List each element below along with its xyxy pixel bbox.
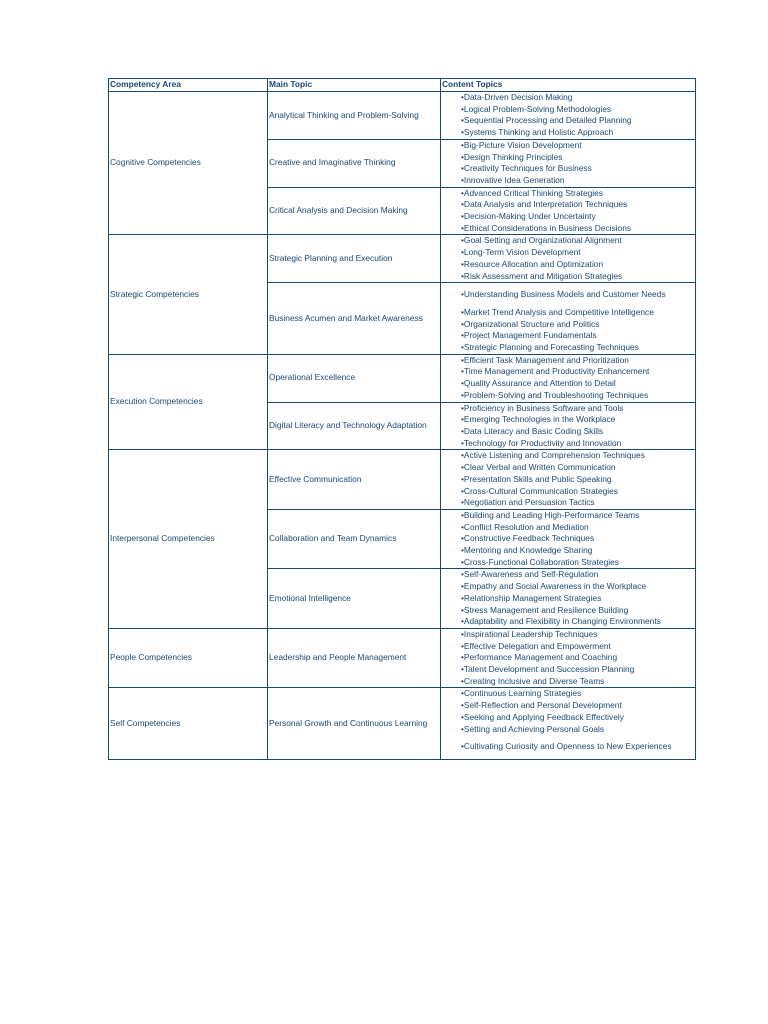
table-row (109, 354, 696, 402)
content-topics-cell (441, 235, 696, 283)
main-topic-cell: Collaboration and Team Dynamics (268, 509, 441, 569)
content-topic-item: •Presentation Skills and Public Speaking (461, 473, 612, 484)
content-topic-item: •Self-Awareness and Self-Regulation (461, 569, 599, 580)
content-topics-cell (441, 139, 696, 187)
content-topic-item: •Data Literacy and Basic Coding Skills (461, 425, 604, 436)
main-topic-cell: Analytical Thinking and Problem-Solving (268, 92, 441, 140)
competency-area-cell: Execution Competencies (109, 354, 268, 450)
main-topic-cell: Strategic Planning and Execution (268, 235, 441, 283)
content-topic-item: •Innovative Idea Generation (461, 174, 565, 185)
content-topics-cell (441, 354, 696, 402)
content-topic-item: •Cross-Functional Collaboration Strategies (461, 556, 619, 567)
main-topic-cell: Effective Communication (268, 450, 441, 510)
table-body (109, 92, 696, 760)
content-topic-item: •Time Management and Productivity Enhancement (461, 366, 650, 377)
content-topic-item: •Design Thinking Principles (461, 151, 563, 162)
main-topic-cell: Digital Literacy and Technology Adaptation (268, 402, 441, 450)
content-topics-cell (441, 283, 696, 355)
table-row (109, 450, 696, 510)
main-topic-cell: Personal Growth and Continuous Learning (268, 688, 441, 760)
content-topic-item: •Proficiency in Business Software and Tools (461, 402, 624, 413)
content-topic-item: •Setting and Achieving Personal Goals (461, 723, 605, 734)
main-topic-cell: Operational Excellence (268, 354, 441, 402)
header-row (109, 79, 696, 92)
content-topics-cell (441, 628, 696, 688)
content-topics-cell (441, 450, 696, 510)
content-topic-item: •Cultivating Curiosity and Openness to New Experiences (461, 741, 672, 752)
content-topic-item: •Resource Allocation and Optimization (461, 258, 604, 269)
main-topic-cell: Creative and Imaginative Thinking (268, 139, 441, 187)
table-row (109, 235, 696, 283)
header-competency-area: Competency Area (109, 79, 268, 92)
content-topic-item: •Data-Driven Decision Making (461, 92, 573, 102)
header-content-topics: Content Topics (441, 79, 696, 92)
content-topic-item: •Creativity Techniques for Business (461, 163, 592, 174)
content-topic-item: •Problem-Solving and Troubleshooting Techniques (461, 389, 649, 400)
content-topic-item: •Long-Term Vision Development (461, 247, 581, 258)
content-topic-item: •Organizational Structure and Politics (461, 318, 600, 329)
content-topic-item: •Ethical Considerations in Business Decisions (461, 222, 632, 233)
content-topic-item: •Adaptability and Flexibility in Changing Environments (461, 616, 661, 627)
content-topic-item: •Negotiation and Persuasion Tactics (461, 497, 595, 508)
main-topic-cell: Emotional Intelligence (268, 569, 441, 629)
content-topics-cell (441, 569, 696, 629)
table-row (109, 688, 696, 760)
content-topic-item: •Advanced Critical Thinking Strategies (461, 187, 603, 198)
content-topic-item: •Clear Verbal and Written Communication (461, 462, 616, 473)
content-topic-item: •Constructive Feedback Techniques (461, 533, 595, 544)
content-topic-item: •Performance Management and Coaching (461, 652, 618, 663)
content-topic-item: •Sequential Processing and Detailed Planning (461, 115, 632, 126)
content-topic-item: •Relationship Management Strategies (461, 592, 602, 603)
content-topic-item: •Quality Assurance and Attention to Detail (461, 378, 616, 389)
content-topic-item: •Data Analysis and Interpretation Techniques (461, 199, 628, 210)
table-row (109, 92, 696, 140)
table-row (109, 628, 696, 688)
main-topic-cell: Critical Analysis and Decision Making (268, 187, 441, 235)
content-topic-item: •Active Listening and Comprehension Techniques (461, 450, 645, 461)
content-topic-item: •Conflict Resolution and Mediation (461, 521, 589, 532)
content-topic-item: •Creating Inclusive and Diverse Teams (461, 675, 605, 686)
main-topic-cell: Business Acumen and Market Awareness (268, 283, 441, 355)
content-topics-cell (441, 187, 696, 235)
content-topic-item: •Goal Setting and Organizational Alignment (461, 235, 622, 246)
header-main-topic: Main Topic (268, 79, 441, 92)
content-topics-cell (441, 92, 696, 140)
content-topic-item: •Inspirational Leadership Techniques (461, 628, 598, 639)
content-topic-item: •Cross-Cultural Communication Strategies (461, 485, 618, 496)
content-topic-item: •Market Trend Analysis and Competitive Intelligence (461, 306, 654, 317)
content-topic-item: •Continuous Learning Strategies (461, 688, 582, 699)
content-topic-item: •Project Management Fundamentals (461, 330, 597, 341)
content-topic-item: •Empathy and Social Awareness in the Workplace (461, 581, 647, 592)
content-topic-item: •Building and Leading High-Performance Teams (461, 509, 640, 520)
main-topic-cell: Leadership and People Management (268, 628, 441, 688)
content-topic-item: •Technology for Productivity and Innovation (461, 437, 622, 448)
content-topic-item: •Stress Management and Resilience Building (461, 604, 629, 615)
content-topic-item: •Strategic Planning and Forecasting Techniques (461, 342, 639, 353)
competency-area-cell: Strategic Competencies (109, 235, 268, 354)
content-topic-item: •Big-Picture Vision Development (461, 139, 582, 150)
competency-area-cell: People Competencies (109, 628, 268, 688)
content-topic-item: •Effective Delegation and Empowerment (461, 640, 611, 651)
content-topics-cell (441, 402, 696, 450)
competency-area-cell: Cognitive Competencies (109, 92, 268, 235)
content-topic-item: •Talent Development and Succession Planning (461, 664, 635, 675)
content-topic-item: •Understanding Business Models and Customer Needs (461, 289, 666, 300)
content-topic-item: •Seeking and Applying Feedback Effectively (461, 711, 624, 722)
content-topic-item: •Emerging Technologies in the Workplace (461, 414, 616, 425)
content-topic-item: •Risk Assessment and Mitigation Strategies (461, 270, 623, 281)
content-topic-item: •Self-Reflection and Personal Development (461, 700, 622, 711)
competency-area-cell: Interpersonal Competencies (109, 450, 268, 629)
content-topic-item: •Systems Thinking and Holistic Approach (461, 127, 614, 138)
content-topic-item: •Decision-Making Under Uncertainty (461, 211, 596, 222)
content-topics-cell (441, 688, 696, 760)
competency-area-cell: Self Competencies (109, 688, 268, 760)
content-topic-item: •Mentoring and Knowledge Sharing (461, 545, 593, 556)
content-topic-item: •Efficient Task Management and Prioritization (461, 354, 629, 365)
content-topic-item: •Logical Problem-Solving Methodologies (461, 103, 612, 114)
competency-table (108, 78, 696, 760)
content-topics-cell (441, 509, 696, 569)
